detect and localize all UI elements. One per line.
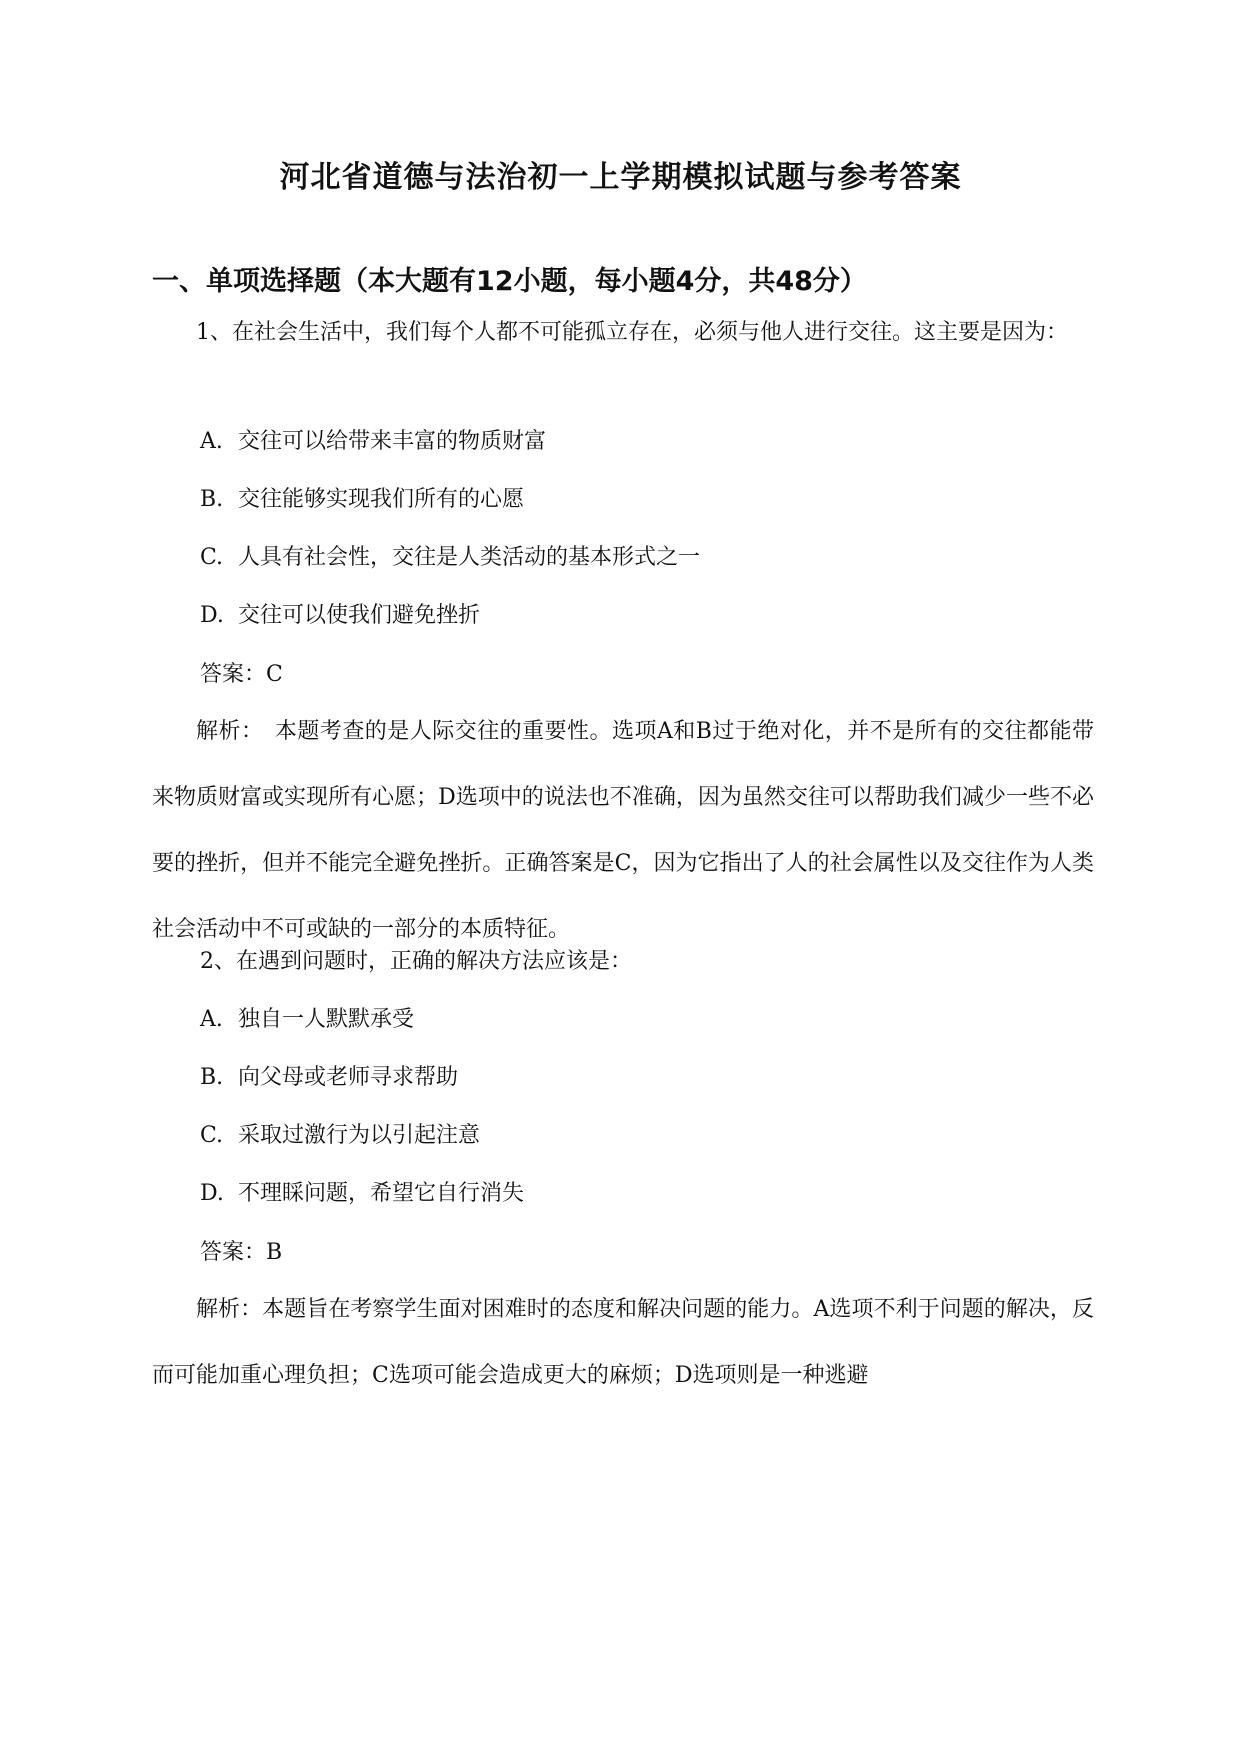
option-letter: A.	[200, 1007, 223, 1032]
option-text: 独自一人默默承受	[238, 1007, 415, 1032]
option-letter: B.	[200, 487, 224, 512]
option-letter: D.	[200, 1181, 224, 1206]
option-letter: B.	[200, 1065, 224, 1090]
question-2-answer: 答案：B	[200, 1240, 283, 1265]
option-text: 不理睬问题，希望它自行消失	[238, 1181, 525, 1206]
question-1-stem: 1、在社会生活中，我们每个人都不可能孤立存在，必须与他人进行交往。这主要是因为：	[196, 320, 1069, 345]
option-text: 交往可以给带来丰富的物质财富	[238, 429, 547, 454]
question-1-option-a	[200, 426, 546, 458]
option-text: 人具有社会性，交往是人类活动的基本形式之一	[238, 545, 701, 570]
question-1-option-d	[200, 600, 480, 632]
option-letter: C.	[200, 545, 224, 570]
option-text: 采取过激行为以引起注意	[238, 1123, 481, 1148]
document-title: 河北省道德与法治初一上学期模拟试题与参考答案	[279, 160, 962, 195]
option-text: 交往可以使我们避免挫折	[238, 603, 481, 628]
option-letter: A.	[200, 429, 223, 454]
option-text: 交往能够实现我们所有的心愿	[238, 487, 525, 512]
question-1-analysis: 解析： 本题考查的是人际交往的重要性。选项A和B过于绝对化，并不是所有的交往都能带来物质财富或实现所有心愿；D选项中的说法也不准确，因为虽然交往可以帮助我们减少一些不必要的挫折，但并不能完全避免挫折。正确答案是C，因为它指出了人的社会属性以及交往作为人类社会活动中不可或缺的一部分的本质特征。	[152, 719, 1094, 942]
section-heading: 一、单项选择题（本大题有12小题，每小题4分，共48分）	[152, 266, 867, 297]
question-2-option-b	[200, 1062, 458, 1094]
option-letter: C.	[200, 1123, 224, 1148]
question-1-answer: 答案：C	[200, 662, 283, 687]
question-1-option-b	[200, 484, 524, 516]
question-2-analysis: 解析：本题旨在考察学生面对困难时的态度和解决问题的能力。A选项不利于问题的解决，反而可能加重心理负担；C选项可能会造成更大的麻烦；D选项则是一种逃避	[152, 1297, 1094, 1388]
question-2-option-a	[200, 1004, 414, 1036]
option-text: 向父母或老师寻求帮助	[238, 1065, 459, 1090]
question-2-option-c	[200, 1120, 480, 1152]
question-1-option-c	[200, 542, 700, 574]
question-2-option-d	[200, 1178, 524, 1210]
question-2-stem: 2、在遇到问题时，正确的解决方法应该是：	[200, 949, 632, 974]
option-letter: D.	[200, 603, 224, 628]
